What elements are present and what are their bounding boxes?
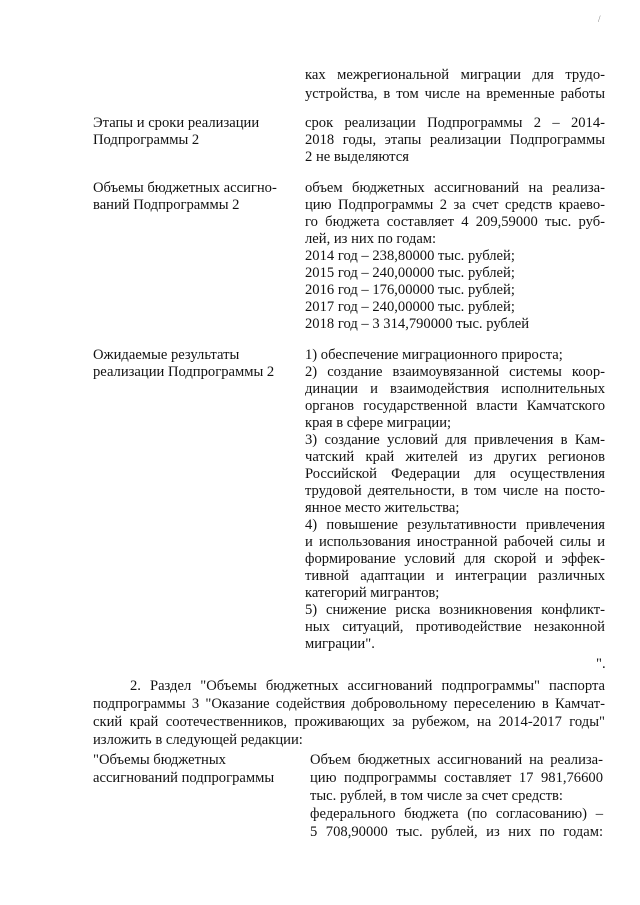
section-value-line: 5 708,90000 тыс. рублей, из них по годам:	[310, 824, 603, 840]
closing-quote: ".	[596, 656, 606, 672]
result-line: 2) создание взаимоувязанной системы коор-	[305, 364, 605, 380]
section-value-line: Объем бюджетных ассигнований на реализа-	[310, 752, 603, 768]
year-line: 2017 год – 240,00000 тыс. рублей;	[305, 299, 515, 315]
scan-mark: /	[598, 14, 601, 24]
result-line: динации и взаимодействия исполнительных	[305, 381, 605, 397]
section-value-line: 2 не выделяются	[305, 149, 409, 165]
year-line: 2014 год – 238,80000 тыс. рублей;	[305, 248, 515, 264]
section-label: Этапы и сроки реализации	[93, 115, 260, 131]
paragraph-line: ский край соотечественников, проживающих за рубежом, на 2014-2017 годы"	[93, 714, 605, 730]
result-line: миграции".	[305, 636, 375, 652]
year-line: 2015 год – 240,00000 тыс. рублей;	[305, 265, 515, 281]
section-value-line: го бюджета составляет 4 209,59000 тыс. руб-	[305, 214, 605, 230]
section-value-line: лей, из них по годам:	[305, 231, 437, 247]
section-value-line: цию Подпрограммы 2 за счет средств краево-	[305, 197, 605, 213]
section-label: Подпрограммы 2	[93, 132, 200, 148]
section-value-line: срок реализации Подпрограммы 2 – 2014-	[305, 115, 605, 131]
result-line: края в сфере миграции;	[305, 415, 452, 431]
section-value-line: федерального бюджета (по согласованию) –	[310, 806, 603, 822]
result-line: и использования иностранной рабочей силы и	[305, 534, 605, 550]
result-line: тивной адаптации и интеграции различных	[305, 568, 605, 584]
section-value-line: 2018 годы, этапы реализации Подпрограммы	[305, 132, 605, 148]
top-right-line: ках межрегиональной миграции для трудо-	[305, 67, 605, 83]
year-line: 2016 год – 176,00000 тыс. рублей;	[305, 282, 515, 298]
section-label: Объемы бюджетных ассигно-	[93, 180, 277, 196]
result-line: 5) снижение риска возникновения конфликт-	[305, 602, 605, 618]
top-right-line: устройства, в том числе на временные работы	[305, 86, 605, 102]
section-label: ваний Подпрограммы 2	[93, 197, 240, 213]
result-line: категорий мигрантов;	[305, 585, 440, 601]
paragraph-line: изложить в следующей редакции:	[93, 732, 303, 748]
paragraph-line: 2. Раздел "Объемы бюджетных ассигнований подпрограммы" паспорта	[130, 678, 605, 694]
result-line: органов государственной власти Камчатского	[305, 398, 605, 414]
result-line: 1) обеспечение миграционного прироста;	[305, 347, 563, 363]
section-label: реализации Подпрограммы 2	[93, 364, 275, 380]
section-label: Ожидаемые результаты	[93, 347, 240, 363]
section-label: "Объемы бюджетных	[93, 752, 226, 768]
result-line: 4) повышение результативности привлечения	[305, 517, 605, 533]
section-label: ассигнований подпрограммы	[93, 770, 275, 786]
section-value-line: тыс. рублей, в том числе за счет средств:	[310, 788, 563, 804]
section-value-line: цию подпрограммы составляет 17 981,76600	[310, 770, 603, 786]
paragraph-line: подпрограммы 3 "Оказание содействия добровольному переселению в Камчат-	[93, 696, 605, 712]
result-line: Российской Федерации для осуществления	[305, 466, 605, 482]
result-line: чатский край жителей из других регионов	[305, 449, 605, 465]
year-line: 2018 год – 3 314,790000 тыс. рублей	[305, 316, 530, 332]
result-line: ных ситуаций, противодействие незаконной	[305, 619, 605, 635]
result-line: янное место жительства;	[305, 500, 460, 516]
result-line: 3) создание условий для привлечения в Кам-	[305, 432, 605, 448]
section-value-line: объем бюджетных ассигнований на реализа-	[305, 180, 605, 196]
result-line: трудовой деятельности, в том числе на посто-	[305, 483, 605, 499]
result-line: формирование условий для скорой и эффек-	[305, 551, 605, 567]
